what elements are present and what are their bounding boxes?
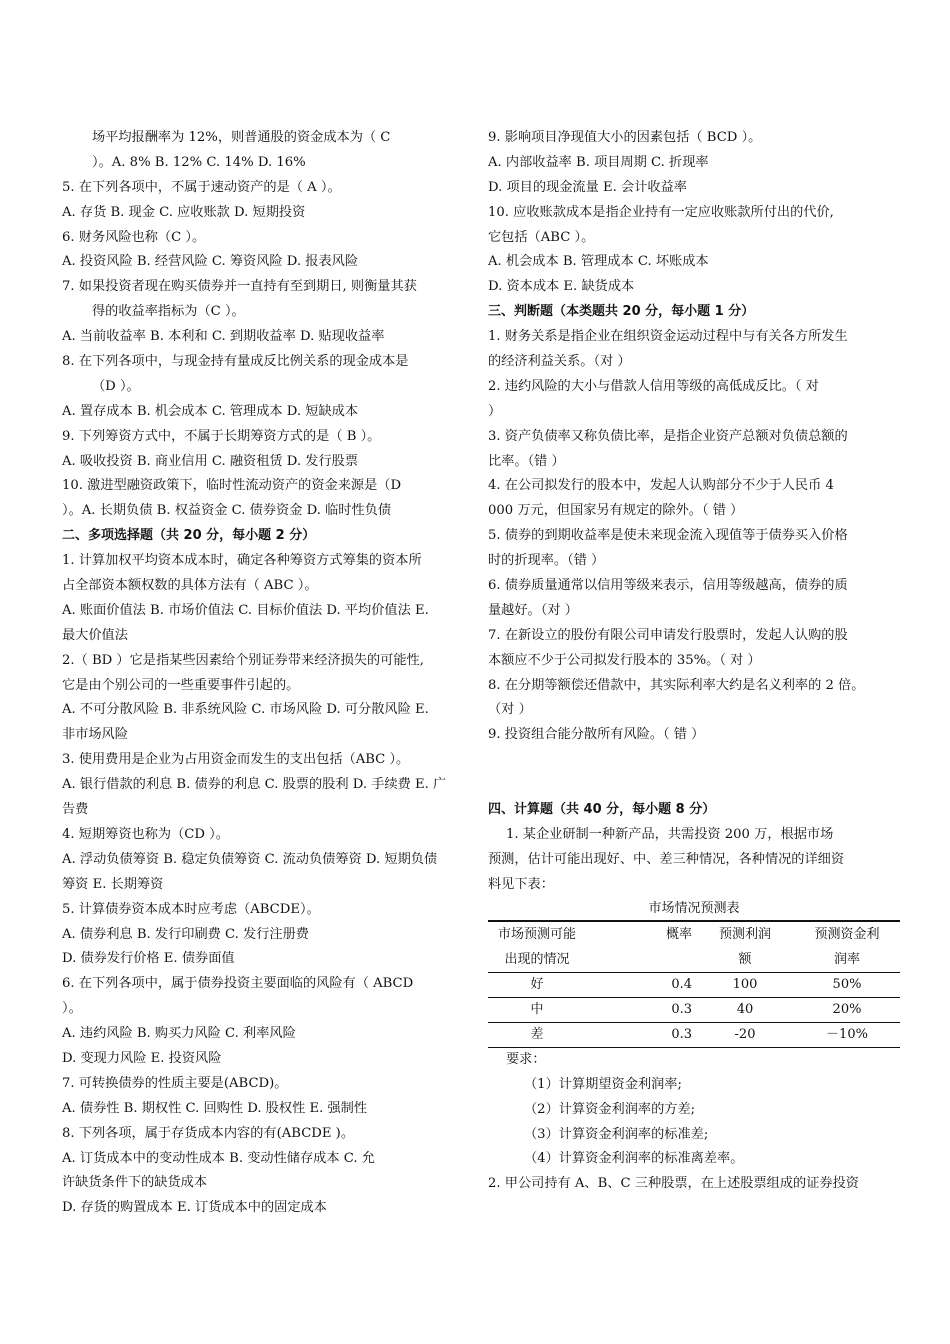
left-text-line: A. 投资风险 B. 经营风险 C. 筹资风险 D. 报表风险 <box>62 254 359 270</box>
left-text-line: A. 置存成本 B. 机会成本 C. 管理成本 D. 短缺成本 <box>62 403 359 419</box>
right-text-line: 它包括（ABC ）。 <box>488 229 595 245</box>
requirement-text-line: 要求： <box>506 1051 546 1067</box>
right-text-line: 2. 违约风险的大小与借款人信用等级的高低成反比。（ 对 <box>488 378 819 394</box>
right-text-line: 6. 债券质量通常以信用等级来表示，信用等级越高，债券的质 <box>488 578 848 594</box>
section-gap <box>488 748 900 798</box>
left-text-line: 它是由个别公司的一些重要事件引起的。 <box>62 677 300 693</box>
left-column <box>62 126 464 1221</box>
left-text-line: 7. 可转换债券的性质主要是(ABCD)。 <box>62 1075 288 1091</box>
requirement-text-line: （4）计算资金利润率的标准离差率。 <box>524 1151 744 1167</box>
left-text-line: 7. 如果投资者现在购买债券并一直持有至到期日, 则衡量其获 <box>62 279 417 295</box>
left-text-line: 10. 激进型融资政策下，临时性流动资产的资金来源是（D <box>62 478 402 494</box>
left-text-line: A. 账面价值法 B. 市场价值法 C. 目标价值法 D. 平均价值法 E. <box>62 602 429 618</box>
left-text-line: A. 订货成本中的变动性成本 B. 变动性储存成本 C. 允 <box>62 1150 375 1166</box>
right-text-line: 4. 在公司拟发行的股本中，发起人认购部分不少于人民币 4 <box>488 478 834 494</box>
left-text-line: A. 存货 B. 现金 C. 应收账款 D. 短期投资 <box>62 204 306 220</box>
right-column <box>488 126 900 1197</box>
right-text-line: D. 项目的现金流量 E. 会计收益率 <box>488 179 687 195</box>
right-text-line: 时的折现率。（错 ） <box>488 553 605 569</box>
left-text-line: ）。A. 8% B. 12% C. 14% D. 16% <box>92 154 306 170</box>
right-text-line: 9. 投资组合能分散所有风险。（ 错 ） <box>488 727 705 743</box>
left-text-line: 1. 计算加权平均资本成本时，确定各种筹资方式筹集的资本所 <box>62 553 422 569</box>
table-row <box>488 972 900 997</box>
table-row <box>488 1022 900 1047</box>
table-header-cell: 润率 <box>794 947 900 973</box>
left-text-line: 5. 计算债券资本成本时应考虑（ABCDE）。 <box>62 901 320 917</box>
requirement-text-line: （3）计算资金利润率的标准差; <box>524 1126 709 1142</box>
market-forecast-table <box>488 920 900 1048</box>
left-section-heading: 二、多项选择题（共 20 分，每小题 2 分） <box>62 528 316 544</box>
left-text-line: A. 违约风险 B. 购买力风险 C. 利率风险 <box>62 1026 296 1042</box>
table-cell: -20 <box>696 1022 794 1047</box>
right-text-line: 8. 在分期等额偿还借款中，其实际利率大约是名义利率的 2 倍。 <box>488 677 865 693</box>
right-text-line: A. 机会成本 B. 管理成本 C. 坏账成本 <box>488 254 709 270</box>
question-text-line: 料见下表： <box>488 876 554 892</box>
left-text-line: A. 当前收益率 B. 本利和 C. 到期收益率 D. 贴现收益率 <box>62 329 385 345</box>
table-header-cell: 预测资金利 <box>794 921 900 947</box>
left-text-line: D. 存货的购置成本 E. 订货成本中的固定成本 <box>62 1200 327 1216</box>
table-header-cell: 额 <box>696 947 794 973</box>
calc-question-1 <box>488 823 900 898</box>
right-text-line: 000 万元，但国家另有规定的除外。（ 错 ） <box>488 503 744 519</box>
right-text-line: A. 内部收益率 B. 项目周期 C. 折现率 <box>488 154 709 170</box>
left-text-line: A. 银行借款的利息 B. 债券的利息 C. 股票的股利 D. 手续费 E. 广 <box>62 777 447 793</box>
right-text-line: 本额应不少于公司拟发行股本的 35%。（ 对 ） <box>488 652 761 668</box>
judgment-section <box>488 126 900 748</box>
left-text-line: 非市场风险 <box>62 727 128 743</box>
table-cell: 100 <box>696 972 794 997</box>
calc-requirements <box>488 1048 900 1197</box>
requirement-text-line: 2. 甲公司持有 A、B、C 三种股票，在上述股票组成的证券投资 <box>488 1176 859 1192</box>
left-text-line: A. 不可分散风险 B. 非系统风险 C. 市场风险 D. 可分散风险 E. <box>62 702 429 718</box>
table-header-row <box>488 921 900 947</box>
left-text-line: 8. 下列各项，属于存货成本内容的有(ABCDE )。 <box>62 1125 355 1141</box>
left-text-line: 9. 下列筹资方式中，不属于长期筹资方式的是（ B ）。 <box>62 428 381 444</box>
left-text-line: A. 吸收投资 B. 商业信用 C. 融资租赁 D. 发行股票 <box>62 453 359 469</box>
table-caption: 市场情况预测表 <box>648 900 740 916</box>
left-text-line: 占全部资本额权数的具体方法有（ ABC ）。 <box>62 578 318 594</box>
left-text-line: ）。 <box>62 1001 82 1017</box>
right-text-line: 3. 资产负债率又称负债比率，是指企业资产总额对负债总额的 <box>488 428 848 444</box>
right-text-line: 9. 影响项目净现值大小的因素包括（ BCD ）。 <box>488 130 762 145</box>
table-header-row <box>488 947 900 973</box>
table-cell: －10% <box>794 1022 900 1047</box>
left-text-line: （D ）。 <box>92 378 140 394</box>
right-text-line: 量越好。（对 ） <box>488 602 578 618</box>
left-text-line: 6. 财务风险也称（C ）。 <box>62 229 206 245</box>
right-text-line: 的经济利益关系。（对 ） <box>488 354 631 370</box>
left-text-line: ）。A. 长期负债 B. 权益资金 C. 债券资金 D. 临时性负债 <box>62 503 392 519</box>
calc-section-heading: 四、计算题（共 40 分，每小题 8 分） <box>488 802 716 818</box>
left-text-line: 3. 使用费用是企业为占用资金而发生的支出包括（ABC ）。 <box>62 752 410 768</box>
table-body <box>488 972 900 1047</box>
requirement-text-line: （1）计算期望资金利润率; <box>524 1076 682 1092</box>
question-text-line: 预测，估计可能出现好、中、差三种情况，各种情况的详细资 <box>488 852 845 868</box>
table-cell: 0.4 <box>586 972 696 997</box>
right-text-line: ） <box>488 403 502 419</box>
left-text-line: A. 债券性 B. 期权性 C. 回购性 D. 股权性 E. 强制性 <box>62 1100 368 1116</box>
requirement-text-line: （2）计算资金利润率的方差; <box>524 1101 696 1117</box>
table-header-cell: 市场预测可能 <box>488 921 586 947</box>
right-text-line: 比率。（错 ） <box>488 453 565 469</box>
left-text-line: 8. 在下列各项中，与现金持有量成反比例关系的现金成本是 <box>62 354 409 370</box>
left-text-line: 最大价值法 <box>62 627 128 643</box>
left-text-line: 4. 短期筹资也称为（CD ）。 <box>62 826 229 842</box>
table-cell: 0.3 <box>586 1022 696 1047</box>
table-header-cell: 预测利润 <box>696 921 794 947</box>
left-text-line: 场平均报酬率为 12%，则普通股的资金成本为（ C <box>92 130 391 145</box>
table-cell: 50% <box>794 972 900 997</box>
right-text-line: （对 ） <box>488 702 532 718</box>
table-row <box>488 997 900 1022</box>
left-text-line: D. 债券发行价格 E. 债券面值 <box>62 951 235 967</box>
table-cell: 40 <box>696 997 794 1022</box>
table-cell: 好 <box>488 972 586 997</box>
table-cell: 20% <box>794 997 900 1022</box>
table-cell: 差 <box>488 1022 586 1047</box>
left-text-line: A. 债券利息 B. 发行印刷费 C. 发行注册费 <box>62 926 309 942</box>
right-text-line: 7. 在新设立的股份有限公司申请发行股票时，发起人认购的股 <box>488 627 848 643</box>
table-cell: 0.3 <box>586 997 696 1022</box>
left-text-line: 2.（ BD ）它是指某些因素给个别证券带来经济损失的可能性, <box>62 652 424 668</box>
table-header-cell: 概率 <box>586 921 696 947</box>
table-header <box>488 921 900 973</box>
table-cell: 中 <box>488 997 586 1022</box>
table-header-cell <box>586 947 696 973</box>
left-text-line: D. 变现力风险 E. 投资风险 <box>62 1050 222 1066</box>
right-text-line: 10. 应收账款成本是指企业持有一定应收账款所付出的代价, <box>488 204 834 220</box>
table-header-cell: 出现的情况 <box>488 947 586 973</box>
question-text-line: 1. 某企业研制一种新产品，共需投资 200 万，根据市场 <box>506 827 834 843</box>
left-text-line: 告费 <box>62 802 89 818</box>
left-text-line: 得的收益率指标为（C ）。 <box>92 304 245 320</box>
right-text-line: 5. 债券的到期收益率是使未来现金流入现值等于债券买入价格 <box>488 528 848 544</box>
left-text-line: 筹资 E. 长期筹资 <box>62 876 164 892</box>
right-text-line: D. 资本成本 E. 缺货成本 <box>488 279 635 295</box>
right-section-heading: 三、判断题（本类题共 20 分，每小题 1 分） <box>488 304 755 320</box>
left-text-line: A. 浮动负债筹资 B. 稳定负债筹资 C. 流动负债筹资 D. 短期负债 <box>62 851 438 867</box>
left-text-line: 5. 在下列各项中，不属于速动资产的是（ A ）。 <box>62 179 341 195</box>
left-text-line: 许缺货条件下的缺货成本 <box>62 1175 208 1191</box>
left-text-line: 6. 在下列各项中，属于债券投资主要面临的风险有（ ABCD <box>62 976 414 992</box>
right-text-line: 1. 财务关系是指企业在组织资金运动过程中与有关各方所发生 <box>488 329 848 345</box>
